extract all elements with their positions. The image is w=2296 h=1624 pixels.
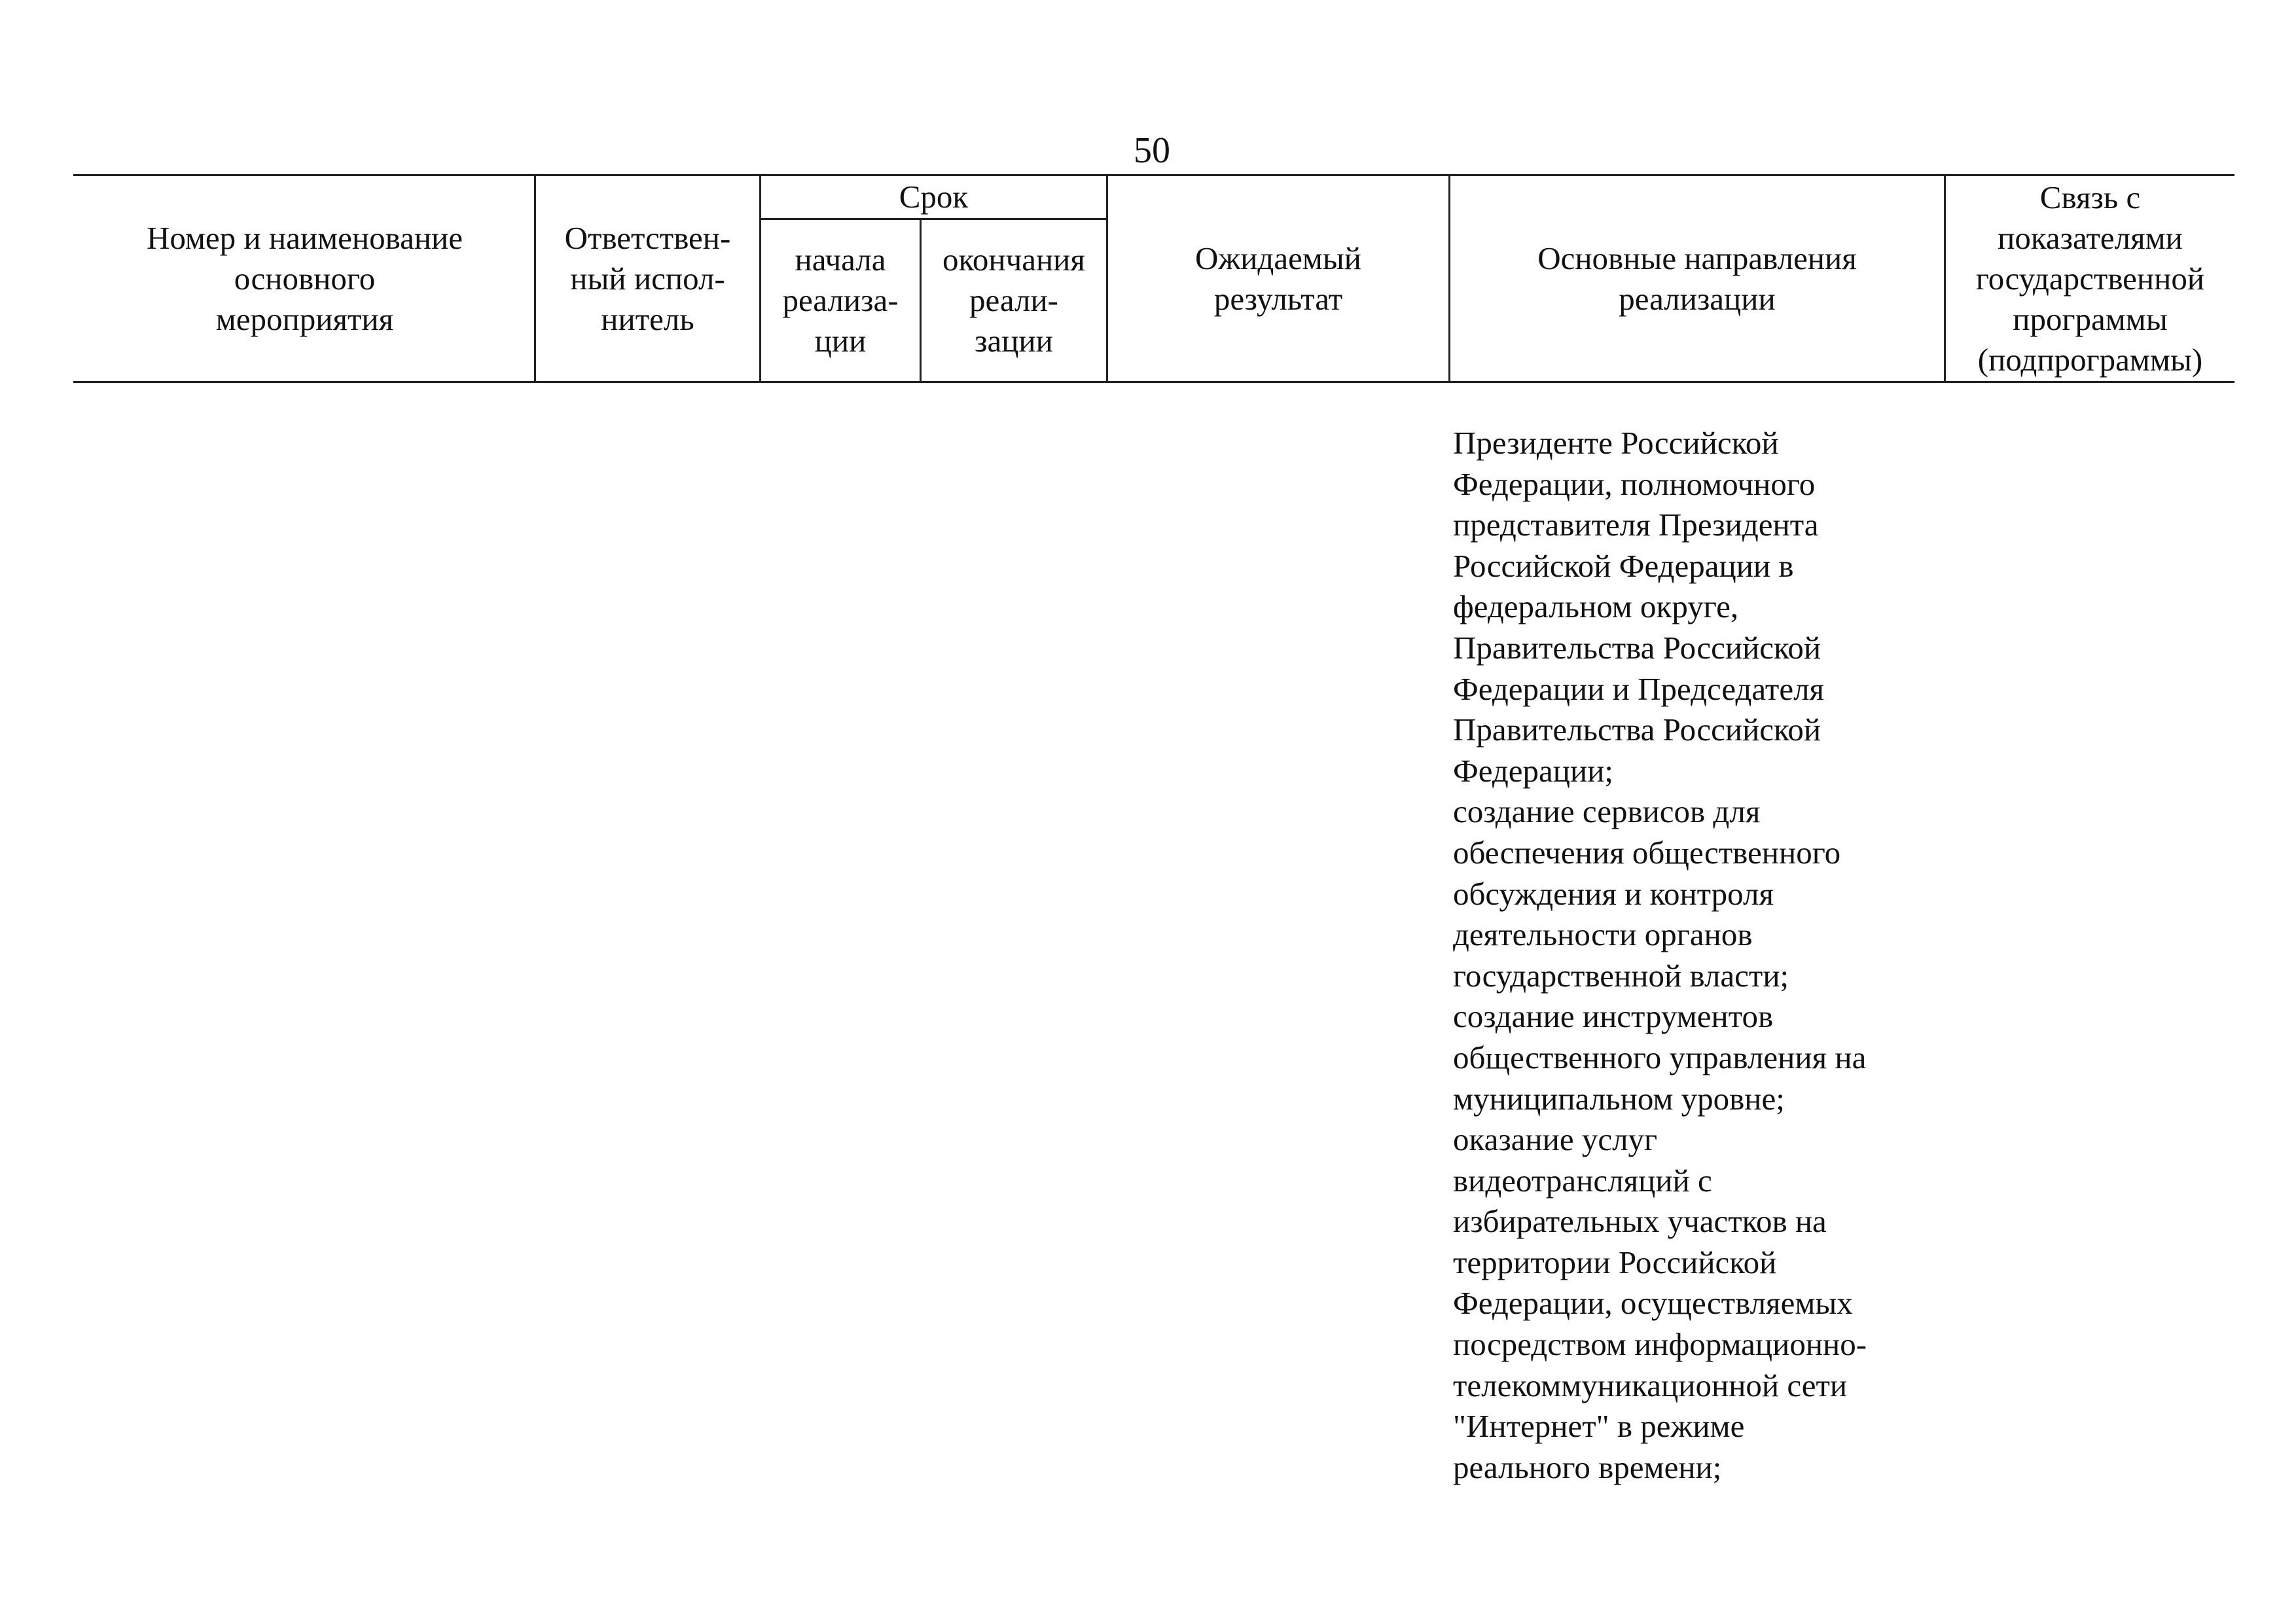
header-cell-directions: Основные направления реализации	[1537, 240, 1857, 317]
header-cell-term-end: окончания реали- зации	[942, 242, 1085, 359]
header-cell-term-start: начала реализа- ции	[782, 242, 899, 359]
page-number: 50	[1134, 130, 1170, 171]
directions-cell-text: Президенте Российской Федерации, полномочного представителя Президента Российской Федерации в федеральном округе, Правительства Российской Федерации и Председателя Правительства Российской Федерации; создание сервисов для обеспечения общественного обсуждения и контроля деятельности органов государственной власти; создание инструментов общественного управления на муниципальном уровне; оказание услуг видеотрансляций с избирательных участков на территории Российской Федерации, осуществляемых посредством информационно- телекоммуникационной сети "Интернет" в режиме реального времени;	[1453, 425, 1867, 1485]
header-cell-responsible: Ответствен- ный испол- нитель	[564, 219, 731, 337]
header-cell-result: Ожидаемый результат	[1194, 240, 1362, 317]
header-cell-name: Номер и наименование основного мероприятия	[146, 219, 463, 337]
header-cell-link: Связь с показателями государственной программы (подпрограммы)	[1975, 179, 2205, 378]
header-cell-term: Срок	[899, 179, 969, 215]
table-header-bottom-border	[73, 381, 2234, 383]
